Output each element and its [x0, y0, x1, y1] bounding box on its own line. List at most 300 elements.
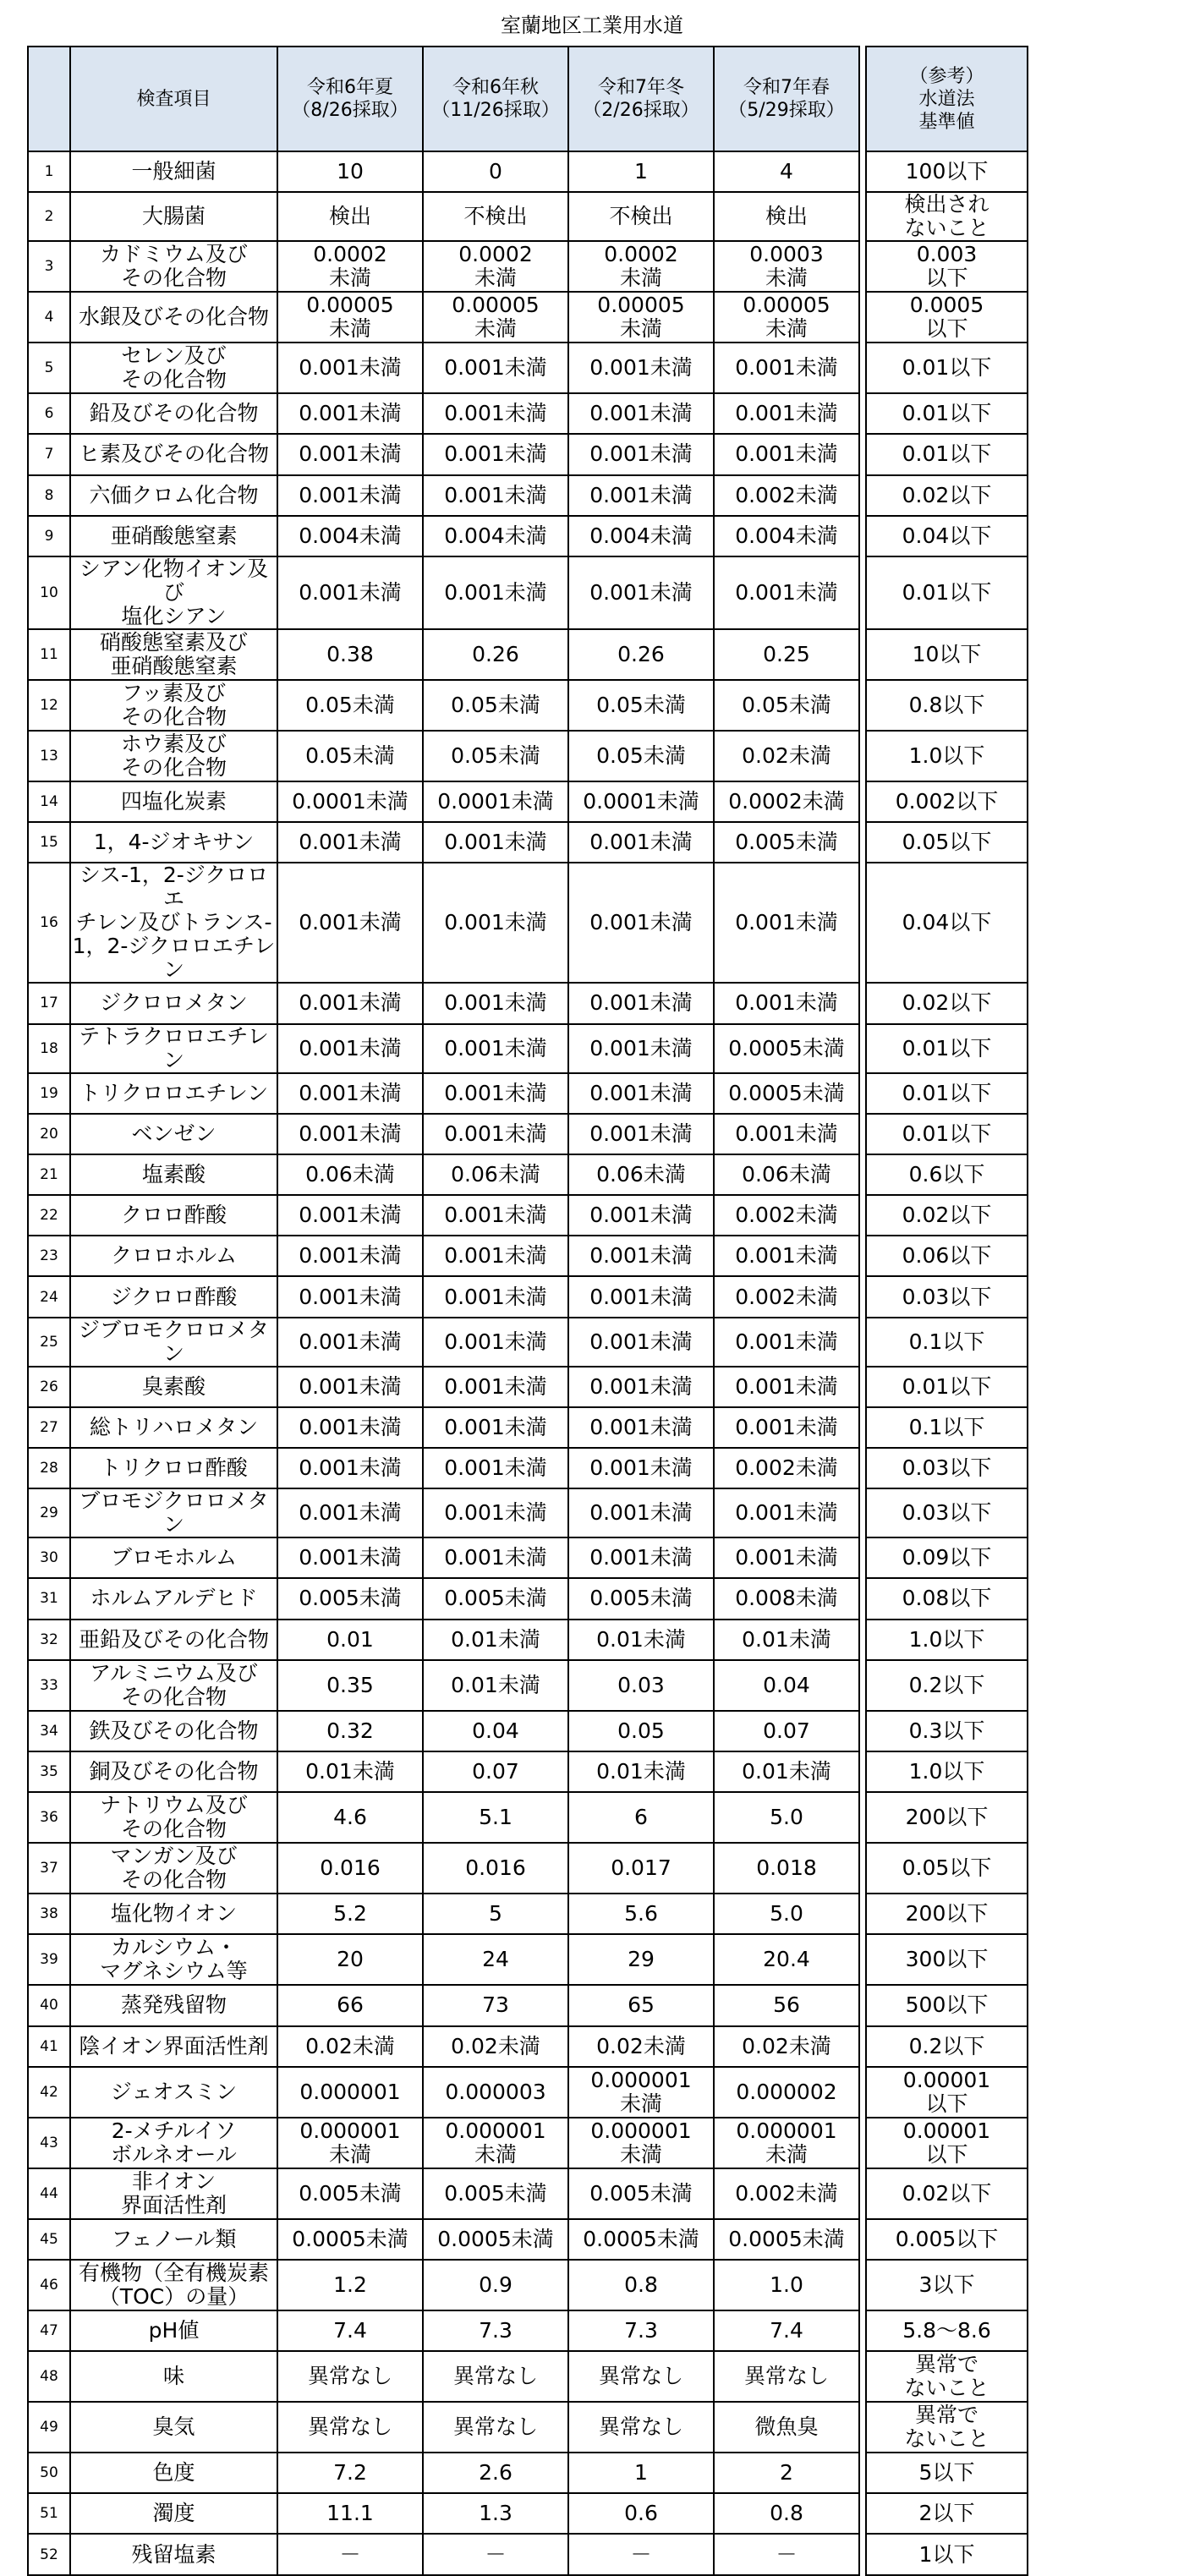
- value-r6-summer: 0.001未満: [277, 1407, 423, 1448]
- column-gap: [859, 192, 866, 241]
- value-r6-autumn: 0.001未満: [423, 434, 568, 474]
- value-r6-summer: 0.001未満: [277, 1195, 423, 1236]
- value-r7-spring: 0.001未満: [714, 1367, 859, 1407]
- item-name: 塩素酸: [70, 1154, 277, 1195]
- value-r7-winter: 0.001未満: [568, 1448, 714, 1488]
- standard-value: 1.0以下: [866, 731, 1028, 781]
- value-r6-summer: 0.016: [277, 1843, 423, 1894]
- value-r6-summer: 0.005未満: [277, 2168, 423, 2219]
- value-r6-summer: 4.6: [277, 1792, 423, 1843]
- standard-value: 0.04以下: [866, 516, 1028, 556]
- column-gap: [859, 1751, 866, 1792]
- value-r6-summer: 0.001未満: [277, 1073, 423, 1114]
- header-item: 検査項目: [70, 47, 277, 151]
- value-r7-spring: 0.25: [714, 629, 859, 680]
- value-r7-winter: 0.001未満: [568, 475, 714, 516]
- value-r6-summer: 10: [277, 151, 423, 192]
- table-row: [28, 2351, 1028, 2402]
- value-r7-winter: 1: [568, 151, 714, 192]
- value-r6-autumn: 異常なし: [423, 2351, 568, 2402]
- column-gap: [859, 2118, 866, 2168]
- column-gap: [859, 731, 866, 781]
- value-r6-autumn: 0.05未満: [423, 680, 568, 731]
- value-r6-autumn: 不検出: [423, 192, 568, 241]
- value-r6-summer: －: [277, 2534, 423, 2574]
- table-row: [28, 1620, 1028, 1660]
- table-row: [28, 1537, 1028, 1578]
- row-number: 19: [28, 1073, 70, 1114]
- value-r7-spring: 0.001未満: [714, 1537, 859, 1578]
- header-r7-winter: 令和7年冬 （2/26採取）: [568, 47, 714, 151]
- value-r7-spring: 5.0: [714, 1792, 859, 1843]
- table-row: [28, 2219, 1028, 2260]
- value-r6-autumn: 0.26: [423, 629, 568, 680]
- item-name: 一般細菌: [70, 151, 277, 192]
- standard-value: 0.09以下: [866, 1537, 1028, 1578]
- table-row: [28, 863, 1028, 983]
- item-name: 有機物（全有機炭素 （TOC）の量）: [70, 2260, 277, 2310]
- value-r7-winter: 0.001未満: [568, 1407, 714, 1448]
- value-r7-spring: 1.0: [714, 2260, 859, 2310]
- standard-value: 0.01以下: [866, 393, 1028, 434]
- row-number: 52: [28, 2534, 70, 2574]
- value-r6-autumn: 24: [423, 1934, 568, 1985]
- row-number: 43: [28, 2118, 70, 2168]
- row-number: 20: [28, 1114, 70, 1154]
- row-number: 32: [28, 1620, 70, 1660]
- value-r6-summer: 0.001未満: [277, 1024, 423, 1073]
- column-gap: [859, 1114, 866, 1154]
- value-r7-winter: 0.02未満: [568, 2026, 714, 2067]
- table-row: [28, 1318, 1028, 1367]
- value-r7-spring: 0.07: [714, 1711, 859, 1751]
- column-gap: [859, 393, 866, 434]
- value-r6-autumn: 0.001未満: [423, 393, 568, 434]
- value-r7-spring: 0.004未満: [714, 516, 859, 556]
- row-number: 16: [28, 863, 70, 983]
- standard-value: 0.01以下: [866, 1073, 1028, 1114]
- value-r6-autumn: 7.3: [423, 2310, 568, 2351]
- value-r6-summer: 0.02未満: [277, 2026, 423, 2067]
- value-r6-summer: 0.05未満: [277, 731, 423, 781]
- item-name: ホウ素及び その化合物: [70, 731, 277, 781]
- header-r6-autumn: 令和6年秋 （11/26採取）: [423, 47, 568, 151]
- value-r7-winter: 0.001未満: [568, 1276, 714, 1317]
- row-number: 45: [28, 2219, 70, 2260]
- item-name: 蒸発残留物: [70, 1985, 277, 2025]
- table-row: [28, 2168, 1028, 2219]
- value-r6-autumn: 0.001未満: [423, 1195, 568, 1236]
- value-r7-winter: 0.001未満: [568, 393, 714, 434]
- table-row: [28, 1407, 1028, 1448]
- item-name: フッ素及び その化合物: [70, 680, 277, 731]
- column-gap: [859, 1407, 866, 1448]
- column-gap: [859, 2351, 866, 2402]
- value-r6-summer: 0.001未満: [277, 1236, 423, 1276]
- table-row: [28, 680, 1028, 731]
- item-name: 亜硝酸態窒素: [70, 516, 277, 556]
- table-row: [28, 2118, 1028, 2168]
- value-r7-winter: 1: [568, 2453, 714, 2493]
- item-name: フェノール類: [70, 2219, 277, 2260]
- table-row: [28, 1073, 1028, 1114]
- item-name: 塩化物イオン: [70, 1894, 277, 1934]
- value-r6-summer: 0.00005 未満: [277, 292, 423, 343]
- item-name: カドミウム及び その化合物: [70, 241, 277, 292]
- value-r6-summer: 66: [277, 1985, 423, 2025]
- header-standard: （参考） 水道法 基準値: [866, 47, 1028, 151]
- value-r7-spring: 0.001未満: [714, 1114, 859, 1154]
- value-r7-spring: －: [714, 2534, 859, 2574]
- value-r6-autumn: 0.001未満: [423, 1236, 568, 1276]
- item-name: クロロ酢酸: [70, 1195, 277, 1236]
- item-name: ナトリウム及び その化合物: [70, 1792, 277, 1843]
- column-gap: [859, 863, 866, 983]
- row-number: 9: [28, 516, 70, 556]
- value-r7-spring: 0.00005 未満: [714, 292, 859, 343]
- table-row: [28, 1367, 1028, 1407]
- value-r6-summer: 0.001未満: [277, 1318, 423, 1367]
- row-number: 22: [28, 1195, 70, 1236]
- item-name: アルミニウム及び その化合物: [70, 1660, 277, 1711]
- item-name: 硝酸態窒素及び 亜硝酸態窒素: [70, 629, 277, 680]
- column-gap: [859, 434, 866, 474]
- value-r7-spring: 0.0005未満: [714, 2219, 859, 2260]
- value-r6-summer: 0.32: [277, 1711, 423, 1751]
- value-r7-winter: 0.004未満: [568, 516, 714, 556]
- column-gap: [859, 2453, 866, 2493]
- value-r6-autumn: 2.6: [423, 2453, 568, 2493]
- value-r6-summer: 0.005未満: [277, 1578, 423, 1619]
- column-gap: [859, 1537, 866, 1578]
- standard-value: 0.2以下: [866, 2026, 1028, 2067]
- row-number: 51: [28, 2493, 70, 2534]
- value-r6-autumn: 0.001未満: [423, 1488, 568, 1537]
- item-name: 銅及びその化合物: [70, 1751, 277, 1792]
- value-r7-spring: 0.0005未満: [714, 1024, 859, 1073]
- value-r6-summer: 7.2: [277, 2453, 423, 2493]
- row-number: 30: [28, 1537, 70, 1578]
- value-r7-spring: 異常なし: [714, 2351, 859, 2402]
- value-r6-summer: 0.001未満: [277, 1488, 423, 1537]
- standard-value: 0.03以下: [866, 1488, 1028, 1537]
- value-r7-spring: 0.04: [714, 1660, 859, 1711]
- value-r7-spring: 0.001未満: [714, 434, 859, 474]
- page-title: 室蘭地区工業用水道: [501, 14, 683, 37]
- row-number: 44: [28, 2168, 70, 2219]
- value-r6-autumn: 0.005未満: [423, 2168, 568, 2219]
- row-number: 48: [28, 2351, 70, 2402]
- value-r7-winter: 0.001未満: [568, 1195, 714, 1236]
- standard-value: 0.3以下: [866, 1711, 1028, 1751]
- table-row: [28, 1195, 1028, 1236]
- table-row: [28, 1843, 1028, 1894]
- standard-value: 1以下: [866, 2534, 1028, 2574]
- value-r7-spring: 0.002未満: [714, 475, 859, 516]
- item-name: クロロホルム: [70, 1236, 277, 1276]
- column-gap: [859, 983, 866, 1023]
- column-gap: [859, 1488, 866, 1537]
- value-r7-winter: 5.6: [568, 1894, 714, 1934]
- table-row: [28, 1578, 1028, 1619]
- standard-value: 0.002以下: [866, 781, 1028, 822]
- column-gap: [859, 556, 866, 629]
- table-row: [28, 1751, 1028, 1792]
- value-r7-winter: 0.017: [568, 1843, 714, 1894]
- standard-value: 0.2以下: [866, 1660, 1028, 1711]
- table-row: [28, 2260, 1028, 2310]
- value-r7-winter: 0.05: [568, 1711, 714, 1751]
- value-r7-spring: 0.02未満: [714, 731, 859, 781]
- column-gap: [859, 475, 866, 516]
- standard-value: 500以下: [866, 1985, 1028, 2025]
- table-row: [28, 475, 1028, 516]
- item-name: 亜鉛及びその化合物: [70, 1620, 277, 1660]
- value-r6-summer: 1.2: [277, 2260, 423, 2310]
- value-r7-winter: 0.005未満: [568, 2168, 714, 2219]
- value-r6-summer: 11.1: [277, 2493, 423, 2534]
- value-r7-winter: 0.03: [568, 1660, 714, 1711]
- value-r7-winter: 0.06未満: [568, 1154, 714, 1195]
- value-r6-summer: 異常なし: [277, 2402, 423, 2453]
- header-row: [28, 47, 1028, 151]
- row-number: 1: [28, 151, 70, 192]
- table-row: [28, 1985, 1028, 2025]
- table-row: [28, 1024, 1028, 1073]
- value-r6-autumn: 0: [423, 151, 568, 192]
- value-r7-winter: 0.01未満: [568, 1620, 714, 1660]
- standard-value: 3以下: [866, 2260, 1028, 2310]
- value-r6-autumn: 0.000001 未満: [423, 2118, 568, 2168]
- value-r7-winter: 0.000001 未満: [568, 2118, 714, 2168]
- value-r6-autumn: 0.0002 未満: [423, 241, 568, 292]
- column-gap: [859, 822, 866, 863]
- item-name: 臭気: [70, 2402, 277, 2453]
- value-r6-autumn: 0.001未満: [423, 1276, 568, 1317]
- value-r7-winter: 0.005未満: [568, 1578, 714, 1619]
- value-r7-winter: 0.0002 未満: [568, 241, 714, 292]
- table-row: [28, 781, 1028, 822]
- value-r7-spring: 微魚臭: [714, 2402, 859, 2453]
- value-r7-spring: 0.01未満: [714, 1620, 859, 1660]
- standard-value: 1.0以下: [866, 1751, 1028, 1792]
- row-number: 2: [28, 192, 70, 241]
- value-r7-spring: 0.001未満: [714, 983, 859, 1023]
- value-r7-spring: 0.005未満: [714, 822, 859, 863]
- value-r7-spring: 0.002未満: [714, 1276, 859, 1317]
- value-r6-autumn: 0.001未満: [423, 1318, 568, 1367]
- row-number: 41: [28, 2026, 70, 2067]
- value-r7-winter: －: [568, 2534, 714, 2574]
- item-name: ジクロロメタン: [70, 983, 277, 1023]
- row-number: 5: [28, 343, 70, 393]
- table-row: [28, 241, 1028, 292]
- column-gap: [859, 516, 866, 556]
- item-name: 2-メチルイソ ボルネオール: [70, 2118, 277, 2168]
- item-name: pH値: [70, 2310, 277, 2351]
- value-r6-autumn: 0.01未満: [423, 1660, 568, 1711]
- value-r6-summer: 0.05未満: [277, 680, 423, 731]
- value-r7-winter: 0.001未満: [568, 1537, 714, 1578]
- table-row: [28, 983, 1028, 1023]
- value-r6-autumn: －: [423, 2534, 568, 2574]
- row-number: 25: [28, 1318, 70, 1367]
- value-r7-winter: 異常なし: [568, 2402, 714, 2453]
- table-row: [28, 1792, 1028, 1843]
- item-name: 陰イオン界面活性剤: [70, 2026, 277, 2067]
- standard-value: 0.8以下: [866, 680, 1028, 731]
- table-row: [28, 393, 1028, 434]
- value-r7-spring: 0.001未満: [714, 1407, 859, 1448]
- value-r7-spring: 7.4: [714, 2310, 859, 2351]
- table-row: [28, 292, 1028, 343]
- standard-value: 0.08以下: [866, 1578, 1028, 1619]
- value-r7-spring: 0.06未満: [714, 1154, 859, 1195]
- row-number: 33: [28, 1660, 70, 1711]
- value-r7-winter: 0.001未満: [568, 983, 714, 1023]
- column-gap: [859, 1024, 866, 1073]
- value-r7-spring: 0.000002: [714, 2067, 859, 2118]
- value-r7-winter: 0.00005 未満: [568, 292, 714, 343]
- value-r6-summer: 0.0005未満: [277, 2219, 423, 2260]
- column-gap: [859, 1985, 866, 2025]
- row-number: 7: [28, 434, 70, 474]
- value-r7-spring: 0.8: [714, 2493, 859, 2534]
- value-r6-autumn: 異常なし: [423, 2402, 568, 2453]
- column-gap: [859, 2493, 866, 2534]
- value-r6-autumn: 73: [423, 1985, 568, 2025]
- column-gap: [859, 292, 866, 343]
- value-r7-winter: 0.001未満: [568, 1318, 714, 1367]
- value-r7-winter: 0.001未満: [568, 1073, 714, 1114]
- standard-value: 0.03以下: [866, 1448, 1028, 1488]
- value-r6-autumn: 0.016: [423, 1843, 568, 1894]
- value-r6-summer: 0.000001 未満: [277, 2118, 423, 2168]
- value-r6-autumn: 0.9: [423, 2260, 568, 2310]
- water-quality-table: [27, 46, 1028, 2576]
- standard-value: 200以下: [866, 1792, 1028, 1843]
- item-name: ブロモジクロロメタン: [70, 1488, 277, 1537]
- value-r7-spring: 5.0: [714, 1894, 859, 1934]
- column-gap: [859, 1236, 866, 1276]
- table-row: [28, 516, 1028, 556]
- value-r6-autumn: 0.001未満: [423, 343, 568, 393]
- value-r7-spring: 0.001未満: [714, 343, 859, 393]
- value-r6-summer: 検出: [277, 192, 423, 241]
- value-r6-summer: 20: [277, 1934, 423, 1985]
- row-number: 11: [28, 629, 70, 680]
- table-row: [28, 1154, 1028, 1195]
- column-gap: [859, 343, 866, 393]
- standard-value: 0.00001 以下: [866, 2118, 1028, 2168]
- table-row: [28, 1934, 1028, 1985]
- item-name: トリクロロ酢酸: [70, 1448, 277, 1488]
- value-r7-spring: 0.001未満: [714, 863, 859, 983]
- item-name: 1，4-ジオキサン: [70, 822, 277, 863]
- table-row: [28, 2067, 1028, 2118]
- table-row: [28, 1114, 1028, 1154]
- row-number: 3: [28, 241, 70, 292]
- item-name: 総トリハロメタン: [70, 1407, 277, 1448]
- row-number: 6: [28, 393, 70, 434]
- table-row: [28, 1488, 1028, 1537]
- column-gap: [859, 1318, 866, 1367]
- standard-value: 0.01以下: [866, 434, 1028, 474]
- item-name: 鉄及びその化合物: [70, 1711, 277, 1751]
- row-number: 13: [28, 731, 70, 781]
- value-r6-autumn: 0.01未満: [423, 1620, 568, 1660]
- value-r6-autumn: 0.06未満: [423, 1154, 568, 1195]
- value-r7-spring: 0.0002未満: [714, 781, 859, 822]
- standard-value: 0.02以下: [866, 2168, 1028, 2219]
- column-gap: [859, 1934, 866, 1985]
- row-number: 50: [28, 2453, 70, 2493]
- value-r7-winter: 0.001未満: [568, 1024, 714, 1073]
- value-r7-winter: 0.001未満: [568, 434, 714, 474]
- value-r6-summer: 0.001未満: [277, 556, 423, 629]
- column-gap: [859, 2310, 866, 2351]
- column-gap: [859, 2402, 866, 2453]
- value-r7-winter: 0.8: [568, 2260, 714, 2310]
- row-number: 49: [28, 2402, 70, 2453]
- value-r6-autumn: 0.001未満: [423, 1407, 568, 1448]
- standard-value: 0.1以下: [866, 1407, 1028, 1448]
- value-r6-summer: 0.001未満: [277, 983, 423, 1023]
- column-gap: [859, 2026, 866, 2067]
- table-row: [28, 629, 1028, 680]
- value-r6-autumn: 0.005未満: [423, 1578, 568, 1619]
- row-number: 46: [28, 2260, 70, 2310]
- value-r7-winter: 0.001未満: [568, 863, 714, 983]
- standard-value: 0.01以下: [866, 1367, 1028, 1407]
- value-r7-spring: 20.4: [714, 1934, 859, 1985]
- standard-value: 0.01以下: [866, 1024, 1028, 1073]
- table-row: [28, 1236, 1028, 1276]
- table-row: [28, 2534, 1028, 2574]
- value-r6-autumn: 0.001未満: [423, 1073, 568, 1114]
- value-r7-spring: 0.002未満: [714, 1195, 859, 1236]
- value-r6-summer: 5.2: [277, 1894, 423, 1934]
- standard-value: 検出され ないこと: [866, 192, 1028, 241]
- row-number: 23: [28, 1236, 70, 1276]
- item-name: シス-1，2-ジクロロエ チレン及びトランス- 1，2-ジクロロエチレン: [70, 863, 277, 983]
- value-r6-summer: 0.001未満: [277, 822, 423, 863]
- value-r6-autumn: 5.1: [423, 1792, 568, 1843]
- standard-value: 0.003 以下: [866, 241, 1028, 292]
- column-gap: [859, 781, 866, 822]
- item-name: 鉛及びその化合物: [70, 393, 277, 434]
- standard-value: 0.03以下: [866, 1276, 1028, 1317]
- item-name: 残留塩素: [70, 2534, 277, 2574]
- value-r7-winter: 異常なし: [568, 2351, 714, 2402]
- value-r6-summer: 0.001未満: [277, 1448, 423, 1488]
- value-r6-summer: 0.0001未満: [277, 781, 423, 822]
- value-r7-spring: 0.001未満: [714, 1318, 859, 1367]
- table-row: [28, 2453, 1028, 2493]
- value-r6-summer: 0.001未満: [277, 1276, 423, 1317]
- table-row: [28, 556, 1028, 629]
- row-number: 34: [28, 1711, 70, 1751]
- value-r6-summer: 0.01: [277, 1620, 423, 1660]
- item-name: 濁度: [70, 2493, 277, 2534]
- column-gap: [859, 680, 866, 731]
- table-row: [28, 2402, 1028, 2453]
- value-r6-autumn: 0.000003: [423, 2067, 568, 2118]
- header-r7-spring: 令和7年春 （5/29採取）: [714, 47, 859, 151]
- value-r6-summer: 0.001未満: [277, 863, 423, 983]
- value-r7-spring: 0.01未満: [714, 1751, 859, 1792]
- row-number: 29: [28, 1488, 70, 1537]
